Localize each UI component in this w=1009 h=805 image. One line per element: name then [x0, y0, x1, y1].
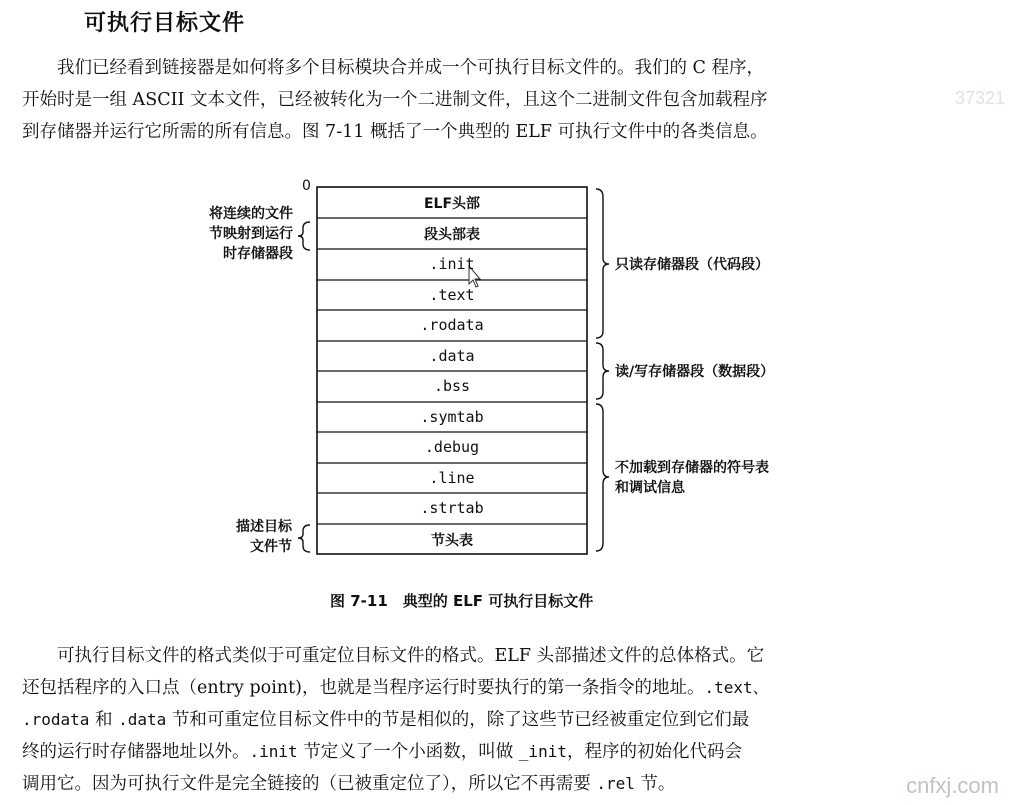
row-text: .text [429, 286, 475, 304]
paragraph-line: 还包括程序的入口点（entry point)，也就是当程序运行时要执行的第一条指令的地址。.text、 [22, 678, 769, 698]
right-brace-readonly [596, 189, 609, 338]
right-brace-notloaded [596, 404, 609, 551]
paragraph-line: .rodata 和 .data 节和可重定位目标文件中的节是相似的，除了这些节已经被重定位到它们最 [22, 710, 750, 730]
left-brace-top [298, 222, 310, 250]
paragraph-line: 开始时是一组 ASCII 文本文件，已经被转化为一个二进制文件，且这个二进制文件包含加载程序 [22, 90, 768, 110]
paragraph-line: 我们已经看到链接器是如何将多个目标模块合并成一个可执行目标文件的。我们的 C 程序， [22, 58, 765, 78]
paragraph-line: 终的运行时存储器地址以外。.init 节定义了一个小函数，叫做 _init，程序的初始化代码会 [22, 742, 742, 762]
row-elf-header: ELF头部 [423, 196, 481, 212]
row-segment-header-table: 段头部表 [424, 227, 480, 243]
row-bss: .bss [433, 377, 471, 395]
row-line: .line [429, 469, 475, 487]
paragraph-line: 调用它。因为可执行文件是完全链接的（已被重定位了），所以它不再需要 .rel 节。 [22, 774, 676, 794]
left-note-section-desc: 描述目标 文件节 [236, 519, 292, 555]
right-note-readwrite: 读/写存储器段（数据段） [615, 364, 775, 380]
row-debug: .debug [424, 438, 480, 456]
right-brace-readwrite [596, 343, 609, 399]
figure-caption: 图 7-11 典型的 ELF 可执行目标文件 [330, 592, 594, 610]
paragraph-line: 到存储器并运行它所需的所有信息。图 7-11 概括了一个典型的 ELF 可执行文件中的各类信息。 [22, 122, 768, 142]
row-data: .data [429, 347, 475, 365]
section-title: 可执行目标文件 [84, 11, 246, 36]
left-note-mapping: 将连续的文件 节映射到运行 时存储器段 [209, 206, 293, 262]
site-watermark: cnfxj.com [906, 773, 999, 798]
body-paragraph [22, 640, 1002, 800]
right-note-readonly: 只读存储器段（代码段） [615, 257, 769, 273]
row-strtab: .strtab [420, 499, 484, 517]
right-note-not-loaded: 不加载到存储器的符号表 和调试信息 [615, 460, 769, 496]
left-brace-bottom [298, 525, 310, 552]
watermark-text: 37321 [955, 88, 1006, 108]
paragraph-line: 可执行目标文件的格式类似于可重定位目标文件的格式。ELF 头部描述文件的总体格式。它 [22, 646, 765, 666]
row-symtab: .symtab [420, 408, 484, 426]
row-section-header-table: 节头表 [431, 533, 473, 549]
row-rodata: .rodata [420, 316, 484, 334]
offset-zero-label: 0 [302, 178, 311, 194]
row-init: .init [429, 255, 475, 273]
